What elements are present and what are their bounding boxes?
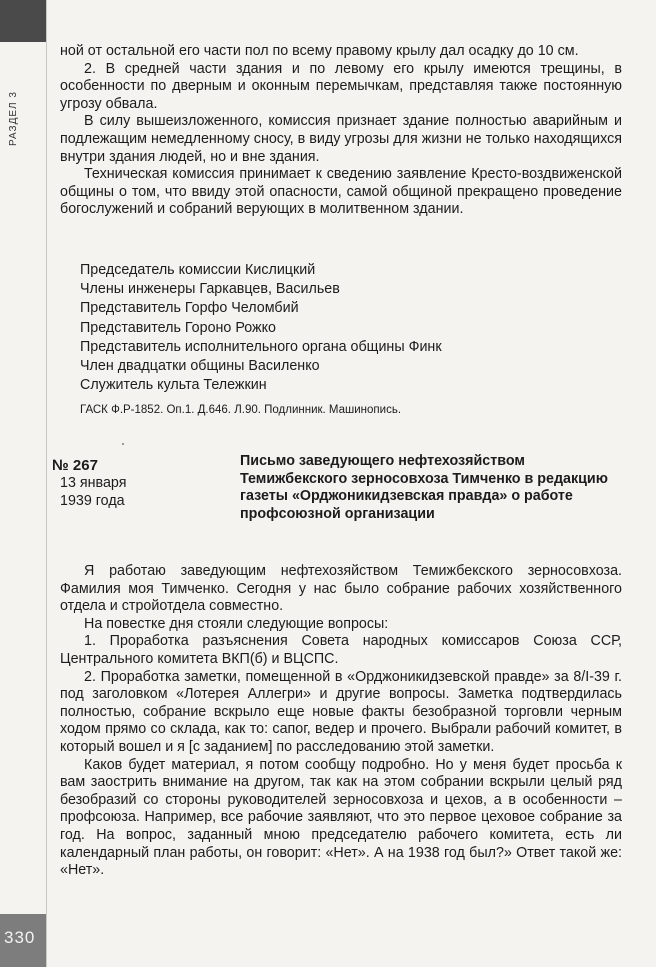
document-date-day: 13 января	[60, 475, 127, 491]
body-paragraph-3: 1. Проработка разъяснения Совета народных комиссаров Союза ССР, Центрального комитета ВКП(б) и ВЦСПС.	[60, 633, 622, 667]
document-number: № 267	[52, 457, 98, 474]
top-paragraph-3: В силу вышеизложенного, комиссия признает здание полностью аварийным и подлежащим немедленному сносу, в виду угрозы для жизни не только находящихся внутри здания людей, но и вне здания.	[60, 113, 622, 165]
body-paragraph-2: На повестке дня стояли следующие вопросы:	[84, 615, 389, 632]
signature-line: Председатель комиссии Кислицкий	[80, 262, 316, 278]
letter-body	[60, 563, 622, 880]
signature-line: Член двадцатки общины Василенко	[80, 358, 320, 375]
signature-line: Члены инженеры Гаркавцев, Васильев	[80, 281, 340, 298]
signature-list	[80, 261, 442, 395]
body-paragraph-4: 2. Проработка заметки, помещенной в «Орджоникидзевской правде» за 8/I-39 г. под заголовком «Лотерея Аллегри» и другие вопросы. Заметка подтвердилась полностью, собрание вскрыло еще новые факты безобразной торговли черным ходом прямо со склада, как то: сапог, ведер и прочего. Выбрали рабочий комитет, в который вошел и я [с заданием] по расследованию этой заметки.	[60, 668, 622, 755]
page-number: 330	[4, 928, 36, 947]
document-date-year: 1939 года	[60, 492, 125, 509]
document-title: Письмо заведующего нефтехозяйством Темижбекского зерносовхоза Тимченко в редакцию газеты «Орджоникидзевская правда» о работе профсоюзной организации	[240, 453, 608, 522]
body-paragraph-5: Каков будет материал, я потом сообщу подробно. Но у меня будет просьба к вам заострить внимание на другом, так как на этом собрании вскрыли целый ряд безобразий со стороны руководителей зерносовхоза и цехов, а в особенности – профсоюза. Например, все рабочие заявляют, что это первое цеховое собрание за год. На вопрос, заданный мною председателю рабочего комитета, есть ли календарный план работы, он говорит: «Нет». А на 1938 год был?» Ответ такой же: «Нет».	[60, 756, 622, 879]
scan-dot	[122, 443, 124, 445]
margin-rule	[46, 0, 47, 967]
signature-line: Представитель Гороно Рожко	[80, 319, 276, 336]
signature-line: Представитель исполнительного органа общины Финк	[80, 338, 442, 355]
section-label: РАЗДЕЛ 3	[8, 91, 19, 146]
signature-line: Служитель культа Тележкин	[80, 377, 267, 394]
top-text-block	[60, 43, 622, 219]
body-paragraph-1: Я работаю заведующим нефтехозяйством Темижбекского зерносовхоза. Фамилия моя Тимченко. Сегодня у нас было собрание рабочих хозяйственного отдела и стройотдела совместно.	[60, 563, 622, 615]
archive-source: ГАСК Ф.Р-1852. Оп.1. Д.646. Л.90. Подлинник. Машинопись.	[80, 404, 402, 416]
signature-line: Представитель Горфо Челомбий	[80, 300, 299, 317]
top-paragraph-4: Техническая комиссия принимает к сведению заявление Кресто-воздвиженской общины о том, что ввиду этой опасности, самой общиной прекращено проведение богослужений и собраний верующих в молитвенном здании.	[60, 166, 622, 218]
top-paragraph-2: 2. В средней части здания и по левому его крылу имеются трещины, в особенности по дверным и оконным перемычкам, представляя также постоянную угрозу обвала.	[60, 60, 622, 112]
document-date	[60, 475, 126, 510]
corner-tab	[0, 0, 46, 42]
top-paragraph-1: ной от остальной его части пол по всему правому крылу дал осадку до 10 см.	[60, 43, 579, 59]
